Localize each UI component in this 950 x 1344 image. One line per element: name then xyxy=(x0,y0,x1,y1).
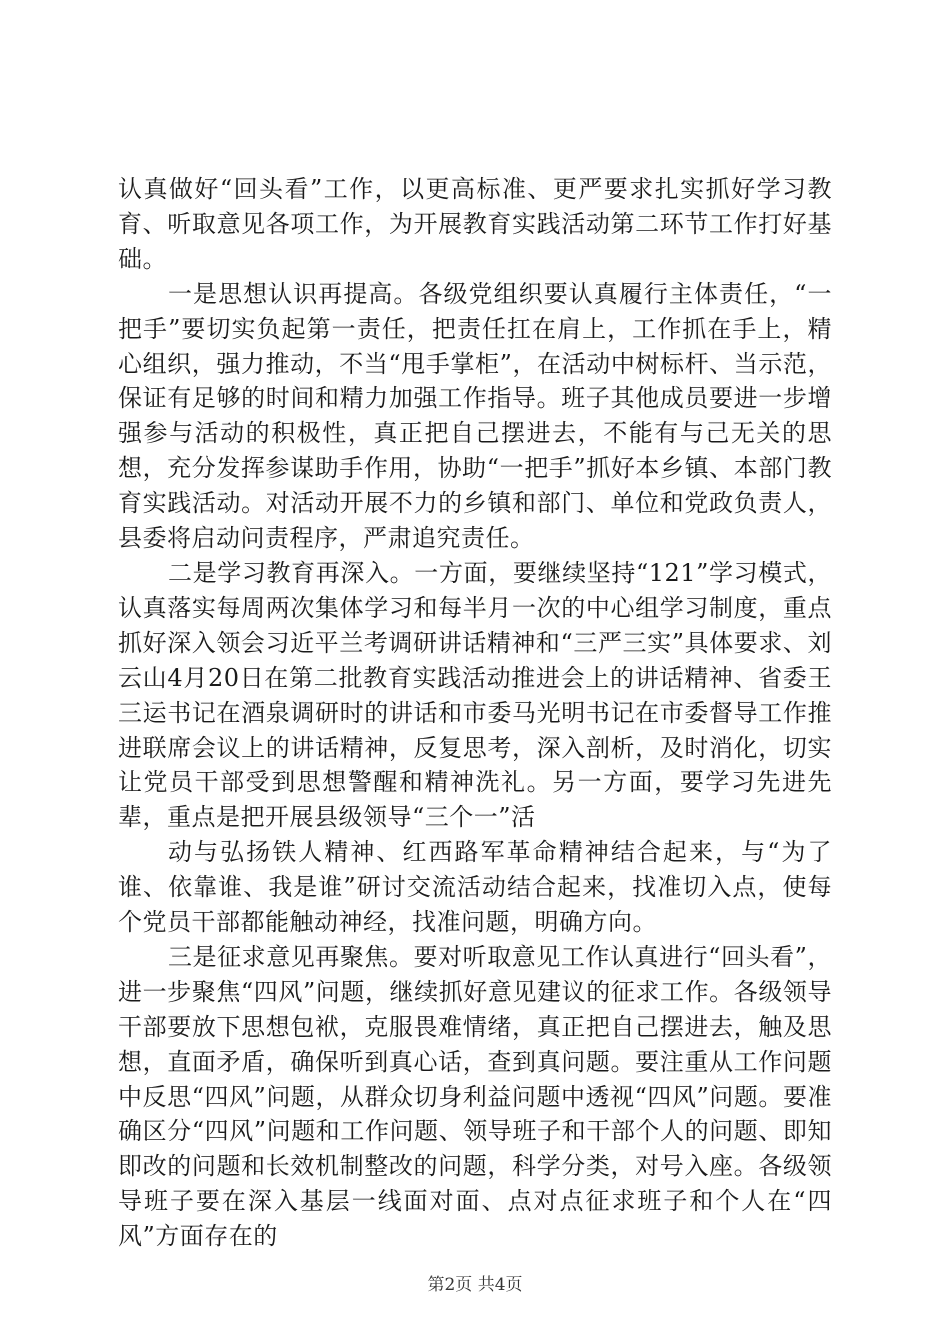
document-body xyxy=(118,172,832,1254)
paragraph-3: 二是学习教育再深入。一方面，要继续坚持“121”学习模式，认真落实每周两次集体学习和每半月一次的中心组学习制度，重点抓好深入领会习近平兰考调研讲话精神和“三严三实”具体要求、刘云山4月20日在第二批教育实践活动推进会上的讲话精神、省委王三运书记在酒泉调研时的讲话和市委马光明书记在市委督导工作推进联席会议上的讲话精神，反复思考，深入剖析，及时消化，切实让党员干部受到思想警醒和精神洗礼。另一方面，要学习先进先辈，重点是把开展县级领导“三个一”活 xyxy=(118,558,832,832)
paragraph-2: 一是思想认识再提高。各级党组织要认真履行主体责任，“一把手”要切实负起第一责任，把责任扛在肩上，工作抓在手上，精心组织，强力推动，不当“甩手掌柜”，在活动中树标杆、当示范，保证有足够的时间和精力加强工作指导。班子其他成员要进一步增强参与活动的积极性，真正把自己摆进去，不能有与己无关的思想，充分发挥参谋助手作用，协助“一把手”抓好本乡镇、本部门教育实践活动。对活动开展不力的乡镇和部门、单位和党政负责人，县委将启动问责程序，严肃追究责任。 xyxy=(118,279,832,553)
paragraph-5: 三是征求意见再聚焦。要对听取意见工作认真进行“回头看”，进一步聚焦“四风”问题，继续抓好意见建议的征求工作。各级领导干部要放下思想包袱，克服畏难情绪，真正把自己摆进去，触及思想，直面矛盾，确保听到真心话，查到真问题。要注重从工作问题中反思“四风”问题，从群众切身利益问题中透视“四风”问题。要准确区分“四风”问题和工作问题、领导班子和干部个人的问题、即知即改的问题和长效机制整改的问题，科学分类，对号入座。各级领导班子要在深入基层一线面对面、点对点征求班子和个人在“四风”方面存在的 xyxy=(118,942,832,1251)
page-number-footer: 第2页 共4页 xyxy=(427,1275,523,1295)
paragraph-4: 动与弘扬铁人精神、红西路军革命精神结合起来，与“为了谁、依靠谁、我是谁”研讨交流活动结合起来，找准切入点，使每个党员干部都能触动神经，找准问题，明确方向。 xyxy=(118,838,832,937)
paragraph-1: 认真做好“回头看”工作，以更高标准、更严要求扎实抓好学习教育、听取意见各项工作，为开展教育实践活动第二环节工作打好基础。 xyxy=(118,175,832,273)
